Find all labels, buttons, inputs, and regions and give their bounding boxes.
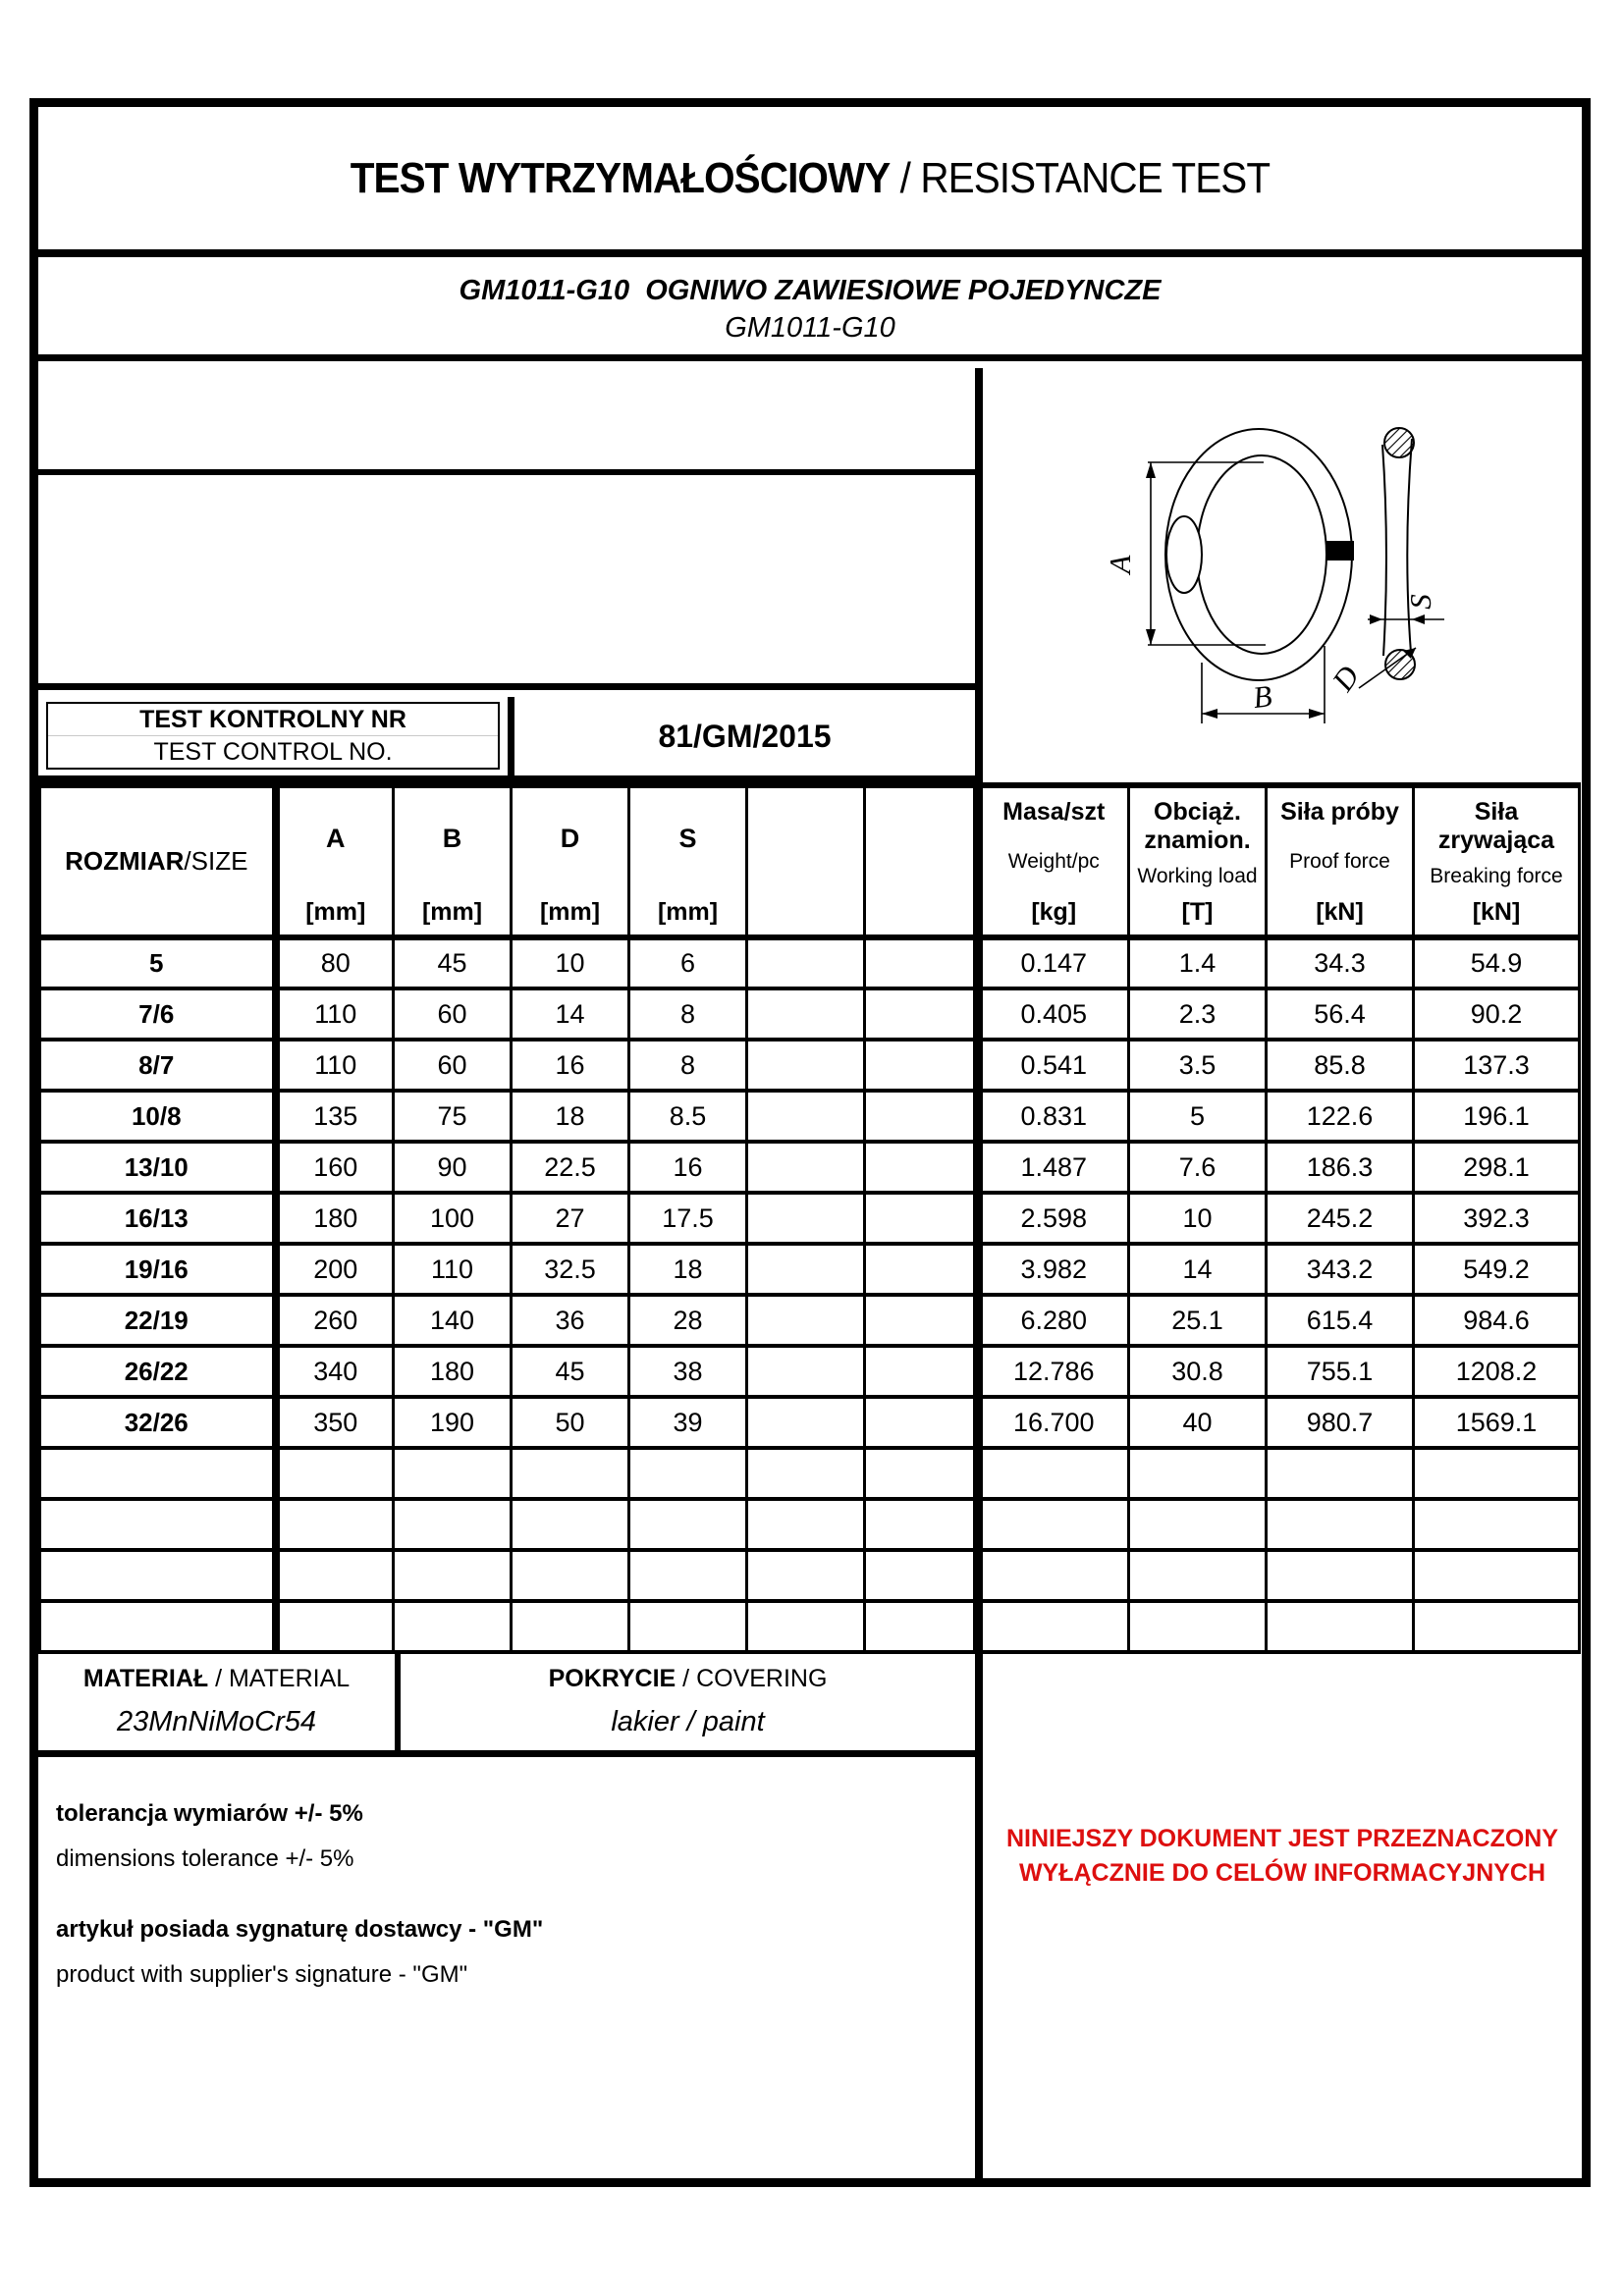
value-cell: 1569.1: [1414, 1397, 1580, 1448]
size-cell: [40, 1550, 276, 1601]
table-row: [40, 1193, 1580, 1244]
size-cell: 13/10: [40, 1142, 276, 1193]
tolerance-note-en: dimensions tolerance +/- 5%: [56, 1845, 354, 1872]
value-cell: 22.5: [512, 1142, 629, 1193]
value-cell: 17.5: [629, 1193, 747, 1244]
value-cell: [1267, 1550, 1414, 1601]
value-cell: [865, 1550, 977, 1601]
size-cell: 5: [40, 937, 276, 988]
value-cell: [977, 1601, 1129, 1652]
value-cell: [865, 1142, 977, 1193]
table-row: [40, 1397, 1580, 1448]
dim-a-unit: [mm]: [305, 898, 366, 926]
value-cell: [512, 1499, 629, 1550]
table-row: [40, 1499, 1580, 1550]
value-cell: 298.1: [1414, 1142, 1580, 1193]
value-cell: [865, 937, 977, 988]
value-cell: [1129, 1448, 1267, 1499]
value-cell: 25.1: [1129, 1295, 1267, 1346]
title-separator: /: [890, 153, 921, 202]
value-cell: [865, 988, 977, 1040]
value-cell: 80: [276, 937, 394, 988]
value-cell: [1129, 1601, 1267, 1652]
value-cell: 28: [629, 1295, 747, 1346]
table-row: [40, 937, 1580, 988]
table-row: [40, 1295, 1580, 1346]
size-cell: [40, 1448, 276, 1499]
size-table: [38, 782, 1581, 1654]
value-cell: [865, 1295, 977, 1346]
value-cell: 0.147: [977, 937, 1129, 988]
table-row: [40, 1601, 1580, 1652]
size-cell: [40, 1601, 276, 1652]
size-cell: 10/8: [40, 1091, 276, 1142]
value-cell: 0.831: [977, 1091, 1129, 1142]
value-cell: [865, 1499, 977, 1550]
value-cell: [747, 1448, 865, 1499]
value-cell: 32.5: [512, 1244, 629, 1295]
test-control-label-cell: [38, 697, 514, 775]
value-cell: 14: [1129, 1244, 1267, 1295]
link-side-section: [1166, 516, 1202, 593]
size-cell: 32/26: [40, 1397, 276, 1448]
weight-pl: Masa/szt: [1002, 798, 1106, 826]
value-cell: 196.1: [1414, 1091, 1580, 1142]
header-size: [40, 785, 276, 937]
value-cell: [747, 1091, 865, 1142]
value-cell: [747, 1244, 865, 1295]
header-size-pl: ROZMIAR: [65, 846, 185, 876]
table-row: [40, 1040, 1580, 1091]
covering-label: [549, 1665, 828, 1693]
dim-d-letter: D: [560, 824, 580, 853]
weight-en: Weight/pc: [1007, 850, 1100, 874]
table-row: [40, 1346, 1580, 1397]
value-cell: 186.3: [1267, 1142, 1414, 1193]
header-proof-force: [1267, 785, 1414, 937]
value-cell: [747, 1550, 865, 1601]
value-cell: 392.3: [1414, 1193, 1580, 1244]
value-cell: [747, 1295, 865, 1346]
value-cell: [977, 1448, 1129, 1499]
value-cell: [977, 1550, 1129, 1601]
value-cell: 90.2: [1414, 988, 1580, 1040]
size-cell: [40, 1499, 276, 1550]
value-cell: 549.2: [1414, 1244, 1580, 1295]
value-cell: 56.4: [1267, 988, 1414, 1040]
value-cell: 110: [394, 1244, 512, 1295]
side-view-left-edge: [1382, 445, 1386, 656]
value-cell: 0.405: [977, 988, 1129, 1040]
value-cell: [394, 1499, 512, 1550]
breaking-en: Breaking force: [1430, 864, 1563, 887]
value-cell: [747, 988, 865, 1040]
value-cell: 6.280: [977, 1295, 1129, 1346]
value-cell: 1.487: [977, 1142, 1129, 1193]
value-cell: [276, 1550, 394, 1601]
tolerance-note-pl: tolerancja wymiarów +/- 5%: [56, 1800, 363, 1827]
title-row: [38, 107, 1582, 257]
material-cell: [38, 1653, 401, 1750]
document-frame: [29, 98, 1591, 2187]
product-name: GM1011-G10 OGNIWO ZAWIESIOWE POJEDYNCZE: [459, 274, 1162, 306]
value-cell: 36: [512, 1295, 629, 1346]
value-cell: 85.8: [1267, 1040, 1414, 1091]
covering-label-pl: POKRYCIE: [548, 1665, 676, 1693]
side-view-top-section: [1384, 428, 1414, 457]
header-working-load: [1129, 785, 1267, 937]
value-cell: 45: [512, 1346, 629, 1397]
test-control-row: [38, 697, 975, 782]
header-row: [40, 785, 1580, 937]
dim-label-a: A: [1103, 555, 1137, 574]
value-cell: [629, 1448, 747, 1499]
value-cell: 8: [629, 988, 747, 1040]
dim-label-d: D: [1325, 659, 1367, 698]
value-cell: 27: [512, 1193, 629, 1244]
value-cell: 54.9: [1414, 937, 1580, 988]
notes-section: [38, 1757, 975, 2178]
value-cell: [977, 1499, 1129, 1550]
material-label-pl: MATERIAŁ: [82, 1665, 209, 1693]
value-cell: 30.8: [1129, 1346, 1267, 1397]
title-pl: TEST WYTRZYMAŁOŚCIOWY: [350, 153, 891, 202]
load-unit: [T]: [1181, 898, 1214, 926]
value-cell: 45: [394, 937, 512, 988]
value-cell: 980.7: [1267, 1397, 1414, 1448]
value-cell: 110: [276, 1040, 394, 1091]
header-weight: [977, 785, 1129, 937]
header-breaking-force: [1414, 785, 1580, 937]
value-cell: 3.982: [977, 1244, 1129, 1295]
value-cell: 50: [512, 1397, 629, 1448]
value-cell: [747, 1040, 865, 1091]
value-cell: [747, 1346, 865, 1397]
table-row: [40, 1448, 1580, 1499]
value-cell: 16: [629, 1142, 747, 1193]
value-cell: 34.3: [1267, 937, 1414, 988]
value-cell: 18: [512, 1091, 629, 1142]
page-title: [351, 154, 1270, 203]
test-control-number-cell: [514, 697, 975, 775]
info-notice-line1: NINIEJSZY DOKUMENT JEST PRZEZNACZONY: [1005, 1825, 1559, 1852]
value-cell: [276, 1499, 394, 1550]
empty-box-lower: [38, 481, 975, 690]
value-cell: [1414, 1448, 1580, 1499]
value-cell: [865, 1091, 977, 1142]
value-cell: 122.6: [1267, 1091, 1414, 1142]
value-cell: 1.4: [1129, 937, 1267, 988]
value-cell: [629, 1499, 747, 1550]
value-cell: [747, 1601, 865, 1652]
link-inner-contour: [1197, 455, 1326, 654]
weight-unit: [kg]: [1031, 898, 1077, 926]
technical-drawing: [983, 368, 1582, 782]
value-cell: 343.2: [1267, 1244, 1414, 1295]
value-cell: [1267, 1601, 1414, 1652]
value-cell: [276, 1601, 394, 1652]
header-dim-d: [512, 785, 629, 937]
value-cell: [629, 1601, 747, 1652]
value-cell: 160: [276, 1142, 394, 1193]
size-cell: 7/6: [40, 988, 276, 1040]
value-cell: 12.786: [977, 1346, 1129, 1397]
table-header: [40, 785, 1580, 937]
subtitle-row: [38, 265, 1582, 361]
value-cell: 39: [629, 1397, 747, 1448]
value-cell: [394, 1550, 512, 1601]
test-control-label-en: TEST CONTROL NO.: [153, 737, 393, 766]
size-cell: 22/19: [40, 1295, 276, 1346]
product-code: GM1011-G10: [725, 312, 895, 345]
material-label: [83, 1665, 350, 1693]
signature-note-pl: artykuł posiada sygnaturę dostawcy - "GM": [56, 1916, 544, 1943]
empty-box-upper: [38, 368, 975, 475]
value-cell: [1129, 1499, 1267, 1550]
material-row: [38, 1653, 975, 1757]
value-cell: 135: [276, 1091, 394, 1142]
value-cell: 260: [276, 1295, 394, 1346]
value-cell: 110: [276, 988, 394, 1040]
size-cell: 19/16: [40, 1244, 276, 1295]
proof-pl: Siła próby: [1280, 798, 1399, 826]
proof-en: Proof force: [1289, 850, 1390, 874]
value-cell: [629, 1550, 747, 1601]
title-en: RESISTANCE TEST: [920, 153, 1271, 202]
size-cell: 26/22: [40, 1346, 276, 1397]
covering-cell: [401, 1653, 975, 1750]
value-cell: 16: [512, 1040, 629, 1091]
value-cell: [747, 1193, 865, 1244]
value-cell: 984.6: [1414, 1295, 1580, 1346]
covering-value: lakier / paint: [611, 1705, 765, 1737]
material-label-en: / MATERIAL: [208, 1665, 351, 1693]
table-row: [40, 1244, 1580, 1295]
dim-b-letter: B: [442, 824, 462, 853]
value-cell: 38: [629, 1346, 747, 1397]
table-row: [40, 1091, 1580, 1142]
info-notice: [983, 1653, 1582, 2178]
header-size-en: /SIZE: [184, 846, 248, 876]
dim-b-unit: [mm]: [421, 898, 483, 926]
value-cell: 75: [394, 1091, 512, 1142]
size-table-body: [40, 937, 1580, 1652]
dim-d-unit: [mm]: [539, 898, 601, 926]
value-cell: [865, 1397, 977, 1448]
value-cell: 200: [276, 1244, 394, 1295]
value-cell: 90: [394, 1142, 512, 1193]
value-cell: 5: [1129, 1091, 1267, 1142]
size-cell: 8/7: [40, 1040, 276, 1091]
value-cell: 7.6: [1129, 1142, 1267, 1193]
value-cell: 60: [394, 988, 512, 1040]
value-cell: [865, 1601, 977, 1652]
value-cell: 10: [512, 937, 629, 988]
value-cell: [1414, 1601, 1580, 1652]
table-row: [40, 1550, 1580, 1601]
value-cell: 60: [394, 1040, 512, 1091]
load-en: Working load: [1137, 864, 1258, 887]
value-cell: [865, 1040, 977, 1091]
value-cell: 1208.2: [1414, 1346, 1580, 1397]
table-row: [40, 1142, 1580, 1193]
proof-unit: [kN]: [1316, 898, 1364, 926]
signature-note-en: product with supplier's signature - "GM": [56, 1961, 468, 1988]
value-cell: 40: [1129, 1397, 1267, 1448]
master-link-drawing: [983, 368, 1582, 782]
value-cell: 350: [276, 1397, 394, 1448]
table-row: [40, 988, 1580, 1040]
value-cell: 18: [629, 1244, 747, 1295]
value-cell: [1414, 1499, 1580, 1550]
value-cell: 0.541: [977, 1040, 1129, 1091]
value-cell: [747, 1397, 865, 1448]
info-notice-line2: WYŁĄCZNIE DO CELÓW INFORMACYJNYCH: [1018, 1859, 1546, 1887]
value-cell: 190: [394, 1397, 512, 1448]
test-control-label-pl: TEST KONTROLNY NR: [139, 705, 406, 733]
header-dim-s: [629, 785, 747, 937]
value-cell: [512, 1601, 629, 1652]
value-cell: 140: [394, 1295, 512, 1346]
value-cell: 8: [629, 1040, 747, 1091]
value-cell: [1129, 1550, 1267, 1601]
value-cell: [747, 1142, 865, 1193]
value-cell: [394, 1601, 512, 1652]
weld-mark: [1326, 541, 1354, 561]
value-cell: 8.5: [629, 1091, 747, 1142]
breaking-pl: Siła zrywająca: [1437, 798, 1555, 854]
value-cell: 100: [394, 1193, 512, 1244]
value-cell: 16.700: [977, 1397, 1129, 1448]
header-dim-a: [276, 785, 394, 937]
value-cell: 245.2: [1267, 1193, 1414, 1244]
breaking-unit: [kN]: [1472, 898, 1521, 926]
value-cell: 2.3: [1129, 988, 1267, 1040]
value-cell: 755.1: [1267, 1346, 1414, 1397]
size-cell: 16/13: [40, 1193, 276, 1244]
dim-a-letter: A: [326, 824, 346, 853]
value-cell: [865, 1193, 977, 1244]
load-pl: Obciąż. znamion.: [1144, 798, 1251, 854]
material-value: 23MnNiMoCr54: [116, 1705, 317, 1737]
dim-s-unit: [mm]: [657, 898, 719, 926]
value-cell: [1267, 1499, 1414, 1550]
dim-label-b: B: [1251, 678, 1274, 716]
value-cell: [1414, 1550, 1580, 1601]
value-cell: 615.4: [1267, 1295, 1414, 1346]
value-cell: 2.598: [977, 1193, 1129, 1244]
side-view-right-edge: [1407, 439, 1412, 653]
value-cell: 3.5: [1129, 1040, 1267, 1091]
value-cell: 14: [512, 988, 629, 1040]
value-cell: [512, 1448, 629, 1499]
header-dim-b: [394, 785, 512, 937]
value-cell: [865, 1448, 977, 1499]
value-cell: [394, 1448, 512, 1499]
test-control-number: 81/GM/2015: [658, 718, 832, 754]
value-cell: 180: [394, 1346, 512, 1397]
value-cell: 10: [1129, 1193, 1267, 1244]
header-empty-2: [865, 785, 977, 937]
test-control-label-box: [46, 702, 500, 770]
value-cell: [747, 1499, 865, 1550]
value-cell: [1267, 1448, 1414, 1499]
value-cell: [276, 1448, 394, 1499]
value-cell: [512, 1550, 629, 1601]
covering-label-en: / COVERING: [676, 1665, 828, 1693]
value-cell: 137.3: [1414, 1040, 1580, 1091]
value-cell: [865, 1244, 977, 1295]
dim-s-letter: S: [678, 824, 697, 853]
dim-label-s: S: [1403, 594, 1437, 610]
value-cell: 6: [629, 937, 747, 988]
value-cell: 180: [276, 1193, 394, 1244]
value-cell: 340: [276, 1346, 394, 1397]
value-cell: [865, 1346, 977, 1397]
value-cell: [747, 937, 865, 988]
header-empty-1: [747, 785, 865, 937]
